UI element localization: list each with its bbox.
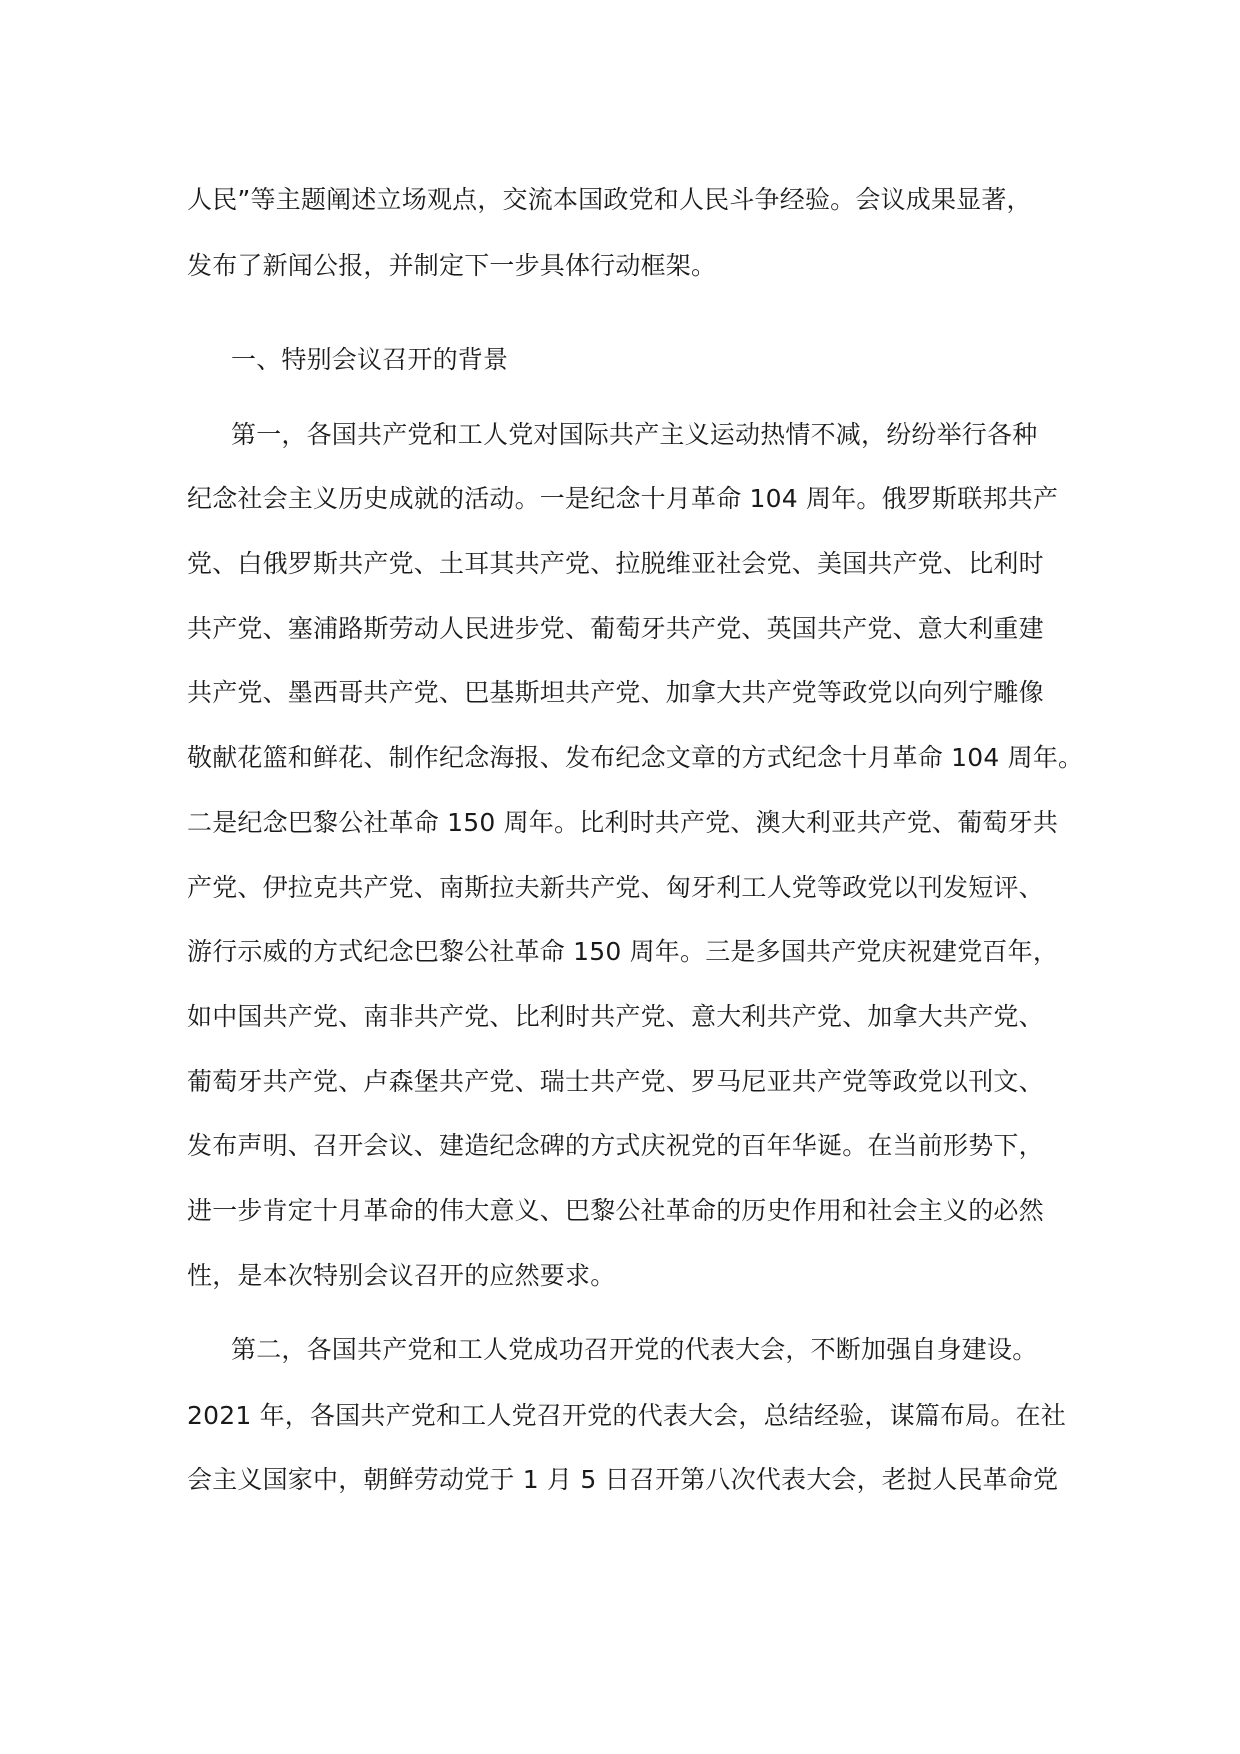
text-line: 第一，各国共产党和工人党对国际共产主义运动热情不减，纷纷举行各种 — [231, 420, 1038, 449]
text-line: 如中国共产党、南非共产党、比利时共产党、意大利共产党、加拿大共产党、 — [187, 1002, 1044, 1031]
text-line: 游行示威的方式纪念巴黎公社革命 150 周年。三是多国共产党庆祝建党百年， — [187, 937, 1059, 966]
text-line: 人民”等主题阐述立场观点，交流本国政党和人民斗争经验。会议成果显著， — [187, 185, 1032, 214]
section-heading: 一、特别会议召开的背景 — [231, 345, 509, 374]
text-line: 会主义国家中，朝鲜劳动党于 1 月 5 日召开第八次代表大会，老挝人民革命党 — [187, 1465, 1059, 1494]
text-line: 产党、伊拉克共产党、南斯拉夫新共产党、匈牙利工人党等政党以刊发短评、 — [187, 873, 1044, 902]
text-line: 进一步肯定十月革命的伟大意义、巴黎公社革命的历史作用和社会主义的必然 — [187, 1196, 1044, 1225]
text-line: 葡萄牙共产党、卢森堡共产党、瑞士共产党、罗马尼亚共产党等政党以刊文、 — [187, 1067, 1044, 1096]
text-line: 发布声明、召开会议、建造纪念碑的方式庆祝党的百年华诞。在当前形势下， — [187, 1131, 1044, 1160]
text-line: 二是纪念巴黎公社革命 150 周年。比利时共产党、澳大利亚共产党、葡萄牙共 — [187, 808, 1059, 837]
text-line: 发布了新闻公报，并制定下一步具体行动框架。 — [187, 251, 717, 280]
text-line: 党、白俄罗斯共产党、土耳其共产党、拉脱维亚社会党、美国共产党、比利时 — [187, 549, 1044, 578]
text-line: 共产党、墨西哥共产党、巴基斯坦共产党、加拿大共产党等政党以向列宁雕像 — [187, 678, 1044, 707]
text-line: 2021 年，各国共产党和工人党召开党的代表大会，总结经验，谋篇布局。在社 — [187, 1401, 1066, 1430]
text-line: 敬献花篮和鲜花、制作纪念海报、发布纪念文章的方式纪念十月革命 104 周年。 — [187, 743, 1084, 772]
text-line: 第二，各国共产党和工人党成功召开党的代表大会，不断加强自身建设。 — [231, 1335, 1038, 1364]
text-line: 共产党、塞浦路斯劳动人民进步党、葡萄牙共产党、英国共产党、意大利重建 — [187, 614, 1044, 643]
text-line: 性，是本次特别会议召开的应然要求。 — [187, 1261, 616, 1290]
text-line: 纪念社会主义历史成就的活动。一是纪念十月革命 104 周年。俄罗斯联邦共产 — [187, 484, 1059, 513]
